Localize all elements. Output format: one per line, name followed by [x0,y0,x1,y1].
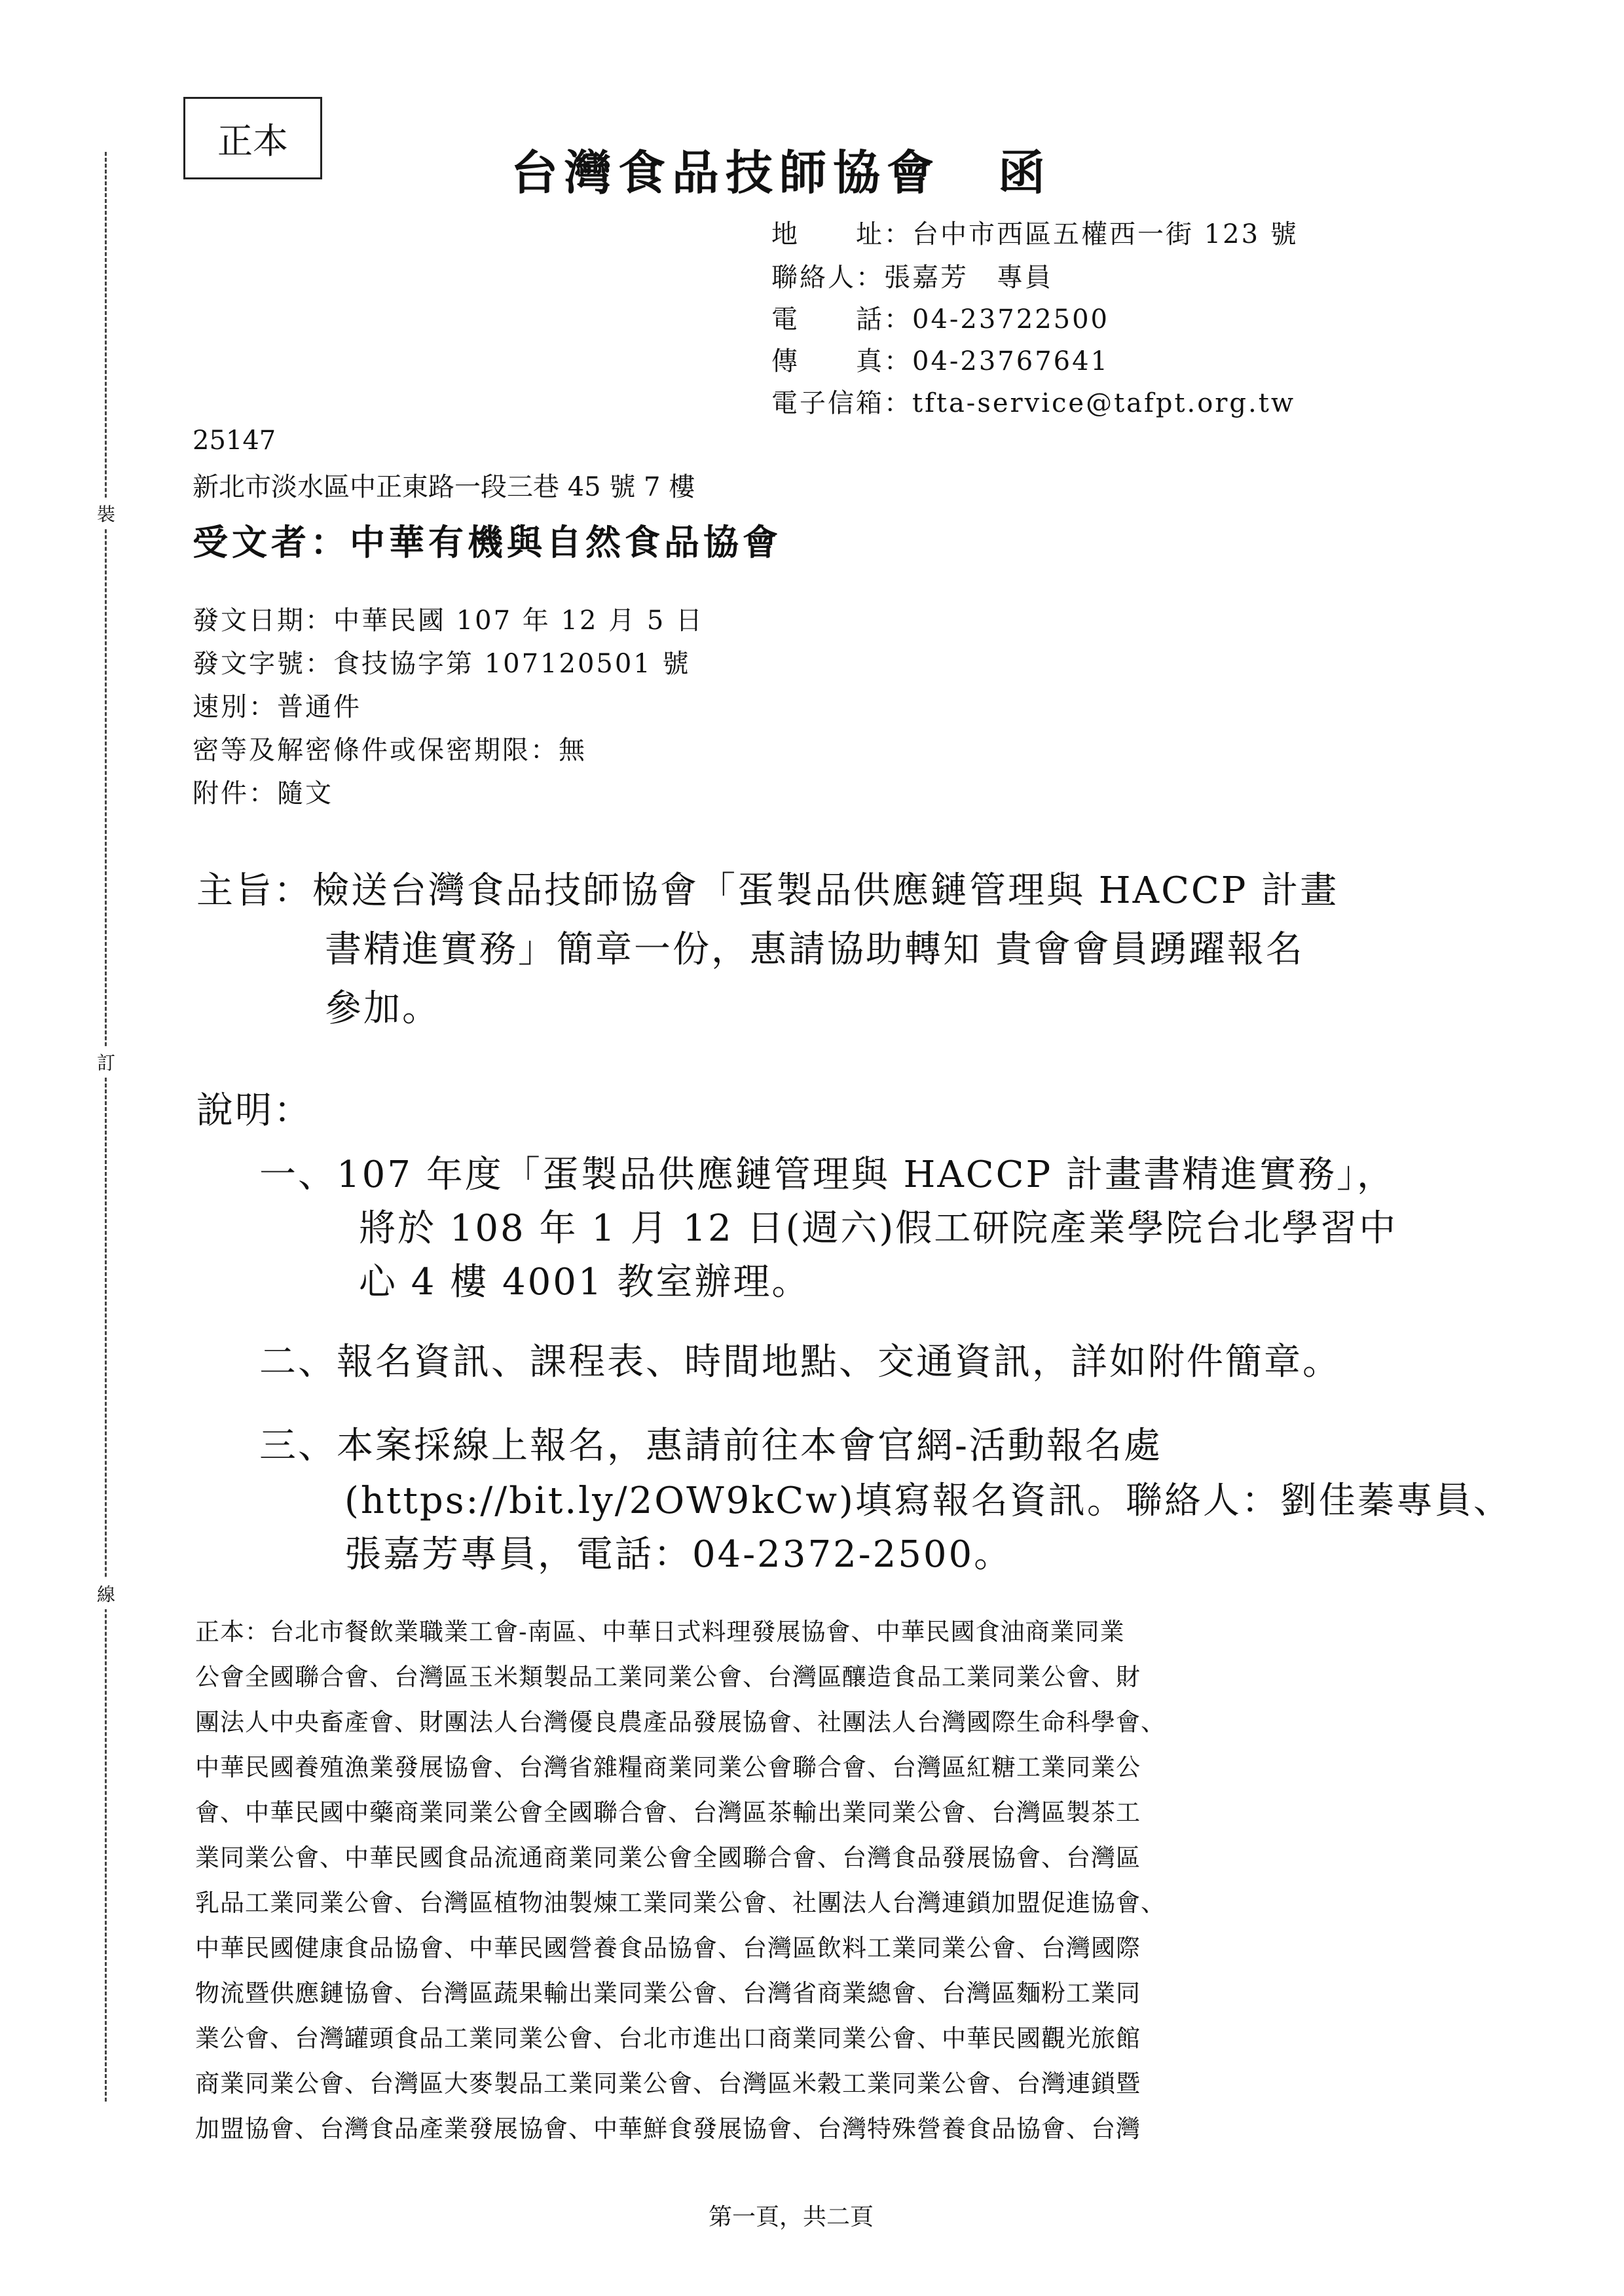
cc-line: 中華民國養殖漁業發展協會、台灣省雜糧商業同業公會聯合會、台灣區紅糖工業同業公 [195,1753,1141,1781]
document-number: 發文字號：食技協字第 107120501 號 [193,649,691,679]
issue-date: 發文日期：中華民國 107 年 12 月 5 日 [193,606,704,636]
page-number: 第一頁，共二頁 [709,2204,874,2231]
sender-email: 電子信箱：tfta-service@tafpt.org.tw [771,388,1296,418]
explanation-item-3-line-1: 三、本案採線上報名，惠請前往本會官網-活動報名處 [259,1425,1162,1467]
sender-address: 地 址：台中市西區五權西一街 123 號 [771,219,1299,249]
cc-line: 中華民國健康食品協會、中華民國營養食品協會、台灣區飲料工業同業公會、台灣國際 [195,1934,1141,1962]
cc-line: 業同業公會、中華民國食品流通商業同業公會全國聯合會、台灣食品發展協會、台灣區 [195,1844,1141,1872]
recipient: 受文者：中華有機與自然食品協會 [193,521,782,563]
cc-line: 業公會、台灣罐頭食品工業同業公會、台北市進出口商業同業公會、中華民國觀光旅館 [195,2024,1141,2052]
delivery-speed: 速別：普通件 [193,692,361,722]
cc-line: 乳品工業同業公會、台灣區植物油製煉工業同業公會、社團法人台灣連鎖加盟促進協會、 [195,1889,1166,1917]
binding-mark-ding: 訂 [96,1046,117,1078]
explanation-item-1-line-1: 一、107 年度「蛋製品供應鏈管理與 HACCP 計畫書精進實務」， [259,1154,1395,1196]
original-copy-stamp: 正本 [183,97,322,179]
binding-mark-zhuang: 裝 [96,498,117,529]
explanation-item-2-line-1: 二、報名資訊、課程表、時間地點、交通資訊，詳如附件簡章。 [259,1341,1341,1383]
sender-fax: 傳 真：04-23767641 [771,346,1110,376]
subject-line-3: 參加。 [325,987,441,1030]
confidentiality: 密等及解密條件或保密期限：無 [193,735,587,765]
sender-contact-person: 聯絡人：張嘉芳 專員 [771,263,1053,293]
cc-line: 加盟協會、台灣食品產業發展協會、中華鮮食發展協會、台灣特殊營養食品協會、台灣 [195,2115,1141,2143]
document-title [511,135,1052,203]
explanation-heading: 說明： [196,1089,312,1132]
explanation-item-3-line-3: 張嘉芳專員，電話：04-2372-2500。 [344,1533,1013,1576]
binding-mark-xian: 線 [96,1578,117,1609]
cc-line: 物流暨供應鏈協會、台灣區蔬果輸出業同業公會、台灣省商業總會、台灣區麵粉工業同 [195,1979,1141,2007]
document-type: 函 [998,145,1052,200]
recipient-postal-code: 25147 [193,426,276,456]
cc-line: 會、中華民國中藥商業同業公會全國聯合會、台灣區茶輸出業同業公會、台灣區製茶工 [195,1798,1141,1827]
cc-line: 商業同業公會、台灣區大麥製品工業同業公會、台灣區米穀工業同業公會、台灣連鎖暨 [195,2069,1141,2098]
explanation-item-3-line-2: (https://bit.ly/2OW9kCw)填寫報名資訊。聯絡人：劉佳蓁專員、 [344,1480,1512,1522]
sender-phone: 電 話：04-23722500 [771,304,1110,335]
issuing-organization: 台灣食品技師協會 [511,145,941,200]
cc-line: 團法人中央畜產會、財團法人台灣優良農產品發展協會、社團法人台灣國際生命科學會、 [195,1708,1166,1736]
cc-line: 公會全國聯合會、台灣區玉米類製品工業同業公會、台灣區釀造食品工業同業公會、財 [195,1663,1141,1691]
cc-line: 正本：台北市餐飲業職業工會-南區、中華日式料理發展協會、中華民國食油商業同業 [195,1618,1125,1646]
explanation-item-1-line-3: 心 4 樓 4001 教室辦理。 [359,1261,811,1303]
recipient-address: 新北市淡水區中正東路一段三巷 45 號 7 樓 [193,472,695,502]
explanation-item-1-line-2: 將於 108 年 1 月 12 日(週六)假工研院產業學院台北學習中 [359,1207,1398,1250]
attachment-note: 附件：隨文 [193,778,333,809]
subject-line-2: 書精進實務」簡章一份，惠請協助轉知 貴會會員踴躍報名 [325,928,1304,971]
binding-dashed-line [105,152,107,2102]
subject-line-1: 主旨：檢送台灣食品技師協會「蛋製品供應鏈管理與 HACCP 計畫 [196,869,1339,912]
